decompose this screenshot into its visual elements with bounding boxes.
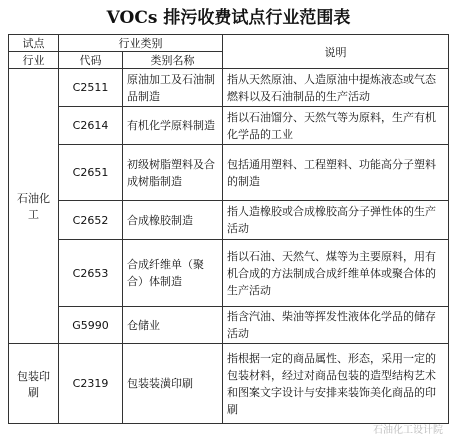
table-row <box>9 201 449 240</box>
description-cell: 指以石油馏分、天然气等为原料，生产有机化学品的工业 <box>223 107 449 145</box>
header-pilot-industry-1: 试点 <box>9 35 59 52</box>
code-cell: C2652 <box>59 201 123 240</box>
category-name-cell: 合成橡胶制造 <box>123 201 223 240</box>
header-category-group: 行业类别 <box>59 35 223 52</box>
table-row <box>9 344 449 424</box>
table-row <box>9 69 449 107</box>
code-cell: C2319 <box>59 344 123 424</box>
category-name-cell: 原油加工及石油制品制造 <box>123 69 223 107</box>
code-cell: C2651 <box>59 145 123 201</box>
category-name-cell: 仓储业 <box>123 307 223 344</box>
table-row <box>9 240 449 307</box>
description-cell: 包括通用塑料、工程塑料、功能高分子塑料的制造 <box>223 145 449 201</box>
description-cell: 指人造橡胶或合成橡胶高分子弹性体的生产活动 <box>223 201 449 240</box>
category-name-cell: 初级树脂塑料及合成树脂制造 <box>123 145 223 201</box>
industry-packaging-printing: 包装印刷 <box>9 344 59 424</box>
table-row <box>9 307 449 344</box>
category-name-cell: 有机化学原料制造 <box>123 107 223 145</box>
header-category-name: 类别名称 <box>123 52 223 69</box>
header-pilot-industry-2: 行业 <box>9 52 59 69</box>
code-cell: C2511 <box>59 69 123 107</box>
header-code: 代码 <box>59 52 123 69</box>
description-cell: 指从天然原油、人造原油中提炼液态或气态燃料以及石油制品的生产活动 <box>223 69 449 107</box>
header-description: 说明 <box>223 35 449 69</box>
table-title: VOCs 排污收费试点行业范围表 <box>106 8 351 28</box>
table-row <box>9 145 449 201</box>
description-cell: 指根据一定的商品属性、形态，采用一定的包装材料，经过对商品包装的造型结构艺术和图案文字设计与安排来装饰美化商品的印刷 <box>223 344 449 424</box>
industry-petrochemical: 石油化工 <box>9 69 59 344</box>
code-cell: C2653 <box>59 240 123 307</box>
code-cell: G5990 <box>59 307 123 344</box>
description-cell: 指以石油、天然气、煤等为主要原料，用有机合成的方法制成合成纤维单体或聚合体的生产活动 <box>223 240 449 307</box>
category-name-cell: 合成纤维单（聚合）体制造 <box>123 240 223 307</box>
code-cell: C2614 <box>59 107 123 145</box>
table-row <box>9 107 449 145</box>
watermark: 石油化工设计院 <box>373 425 443 436</box>
category-name-cell: 包装装潢印刷 <box>123 344 223 424</box>
industry-scope-table <box>8 34 449 424</box>
description-cell: 指含汽油、柴油等挥发性液体化学品的储存活动 <box>223 307 449 344</box>
